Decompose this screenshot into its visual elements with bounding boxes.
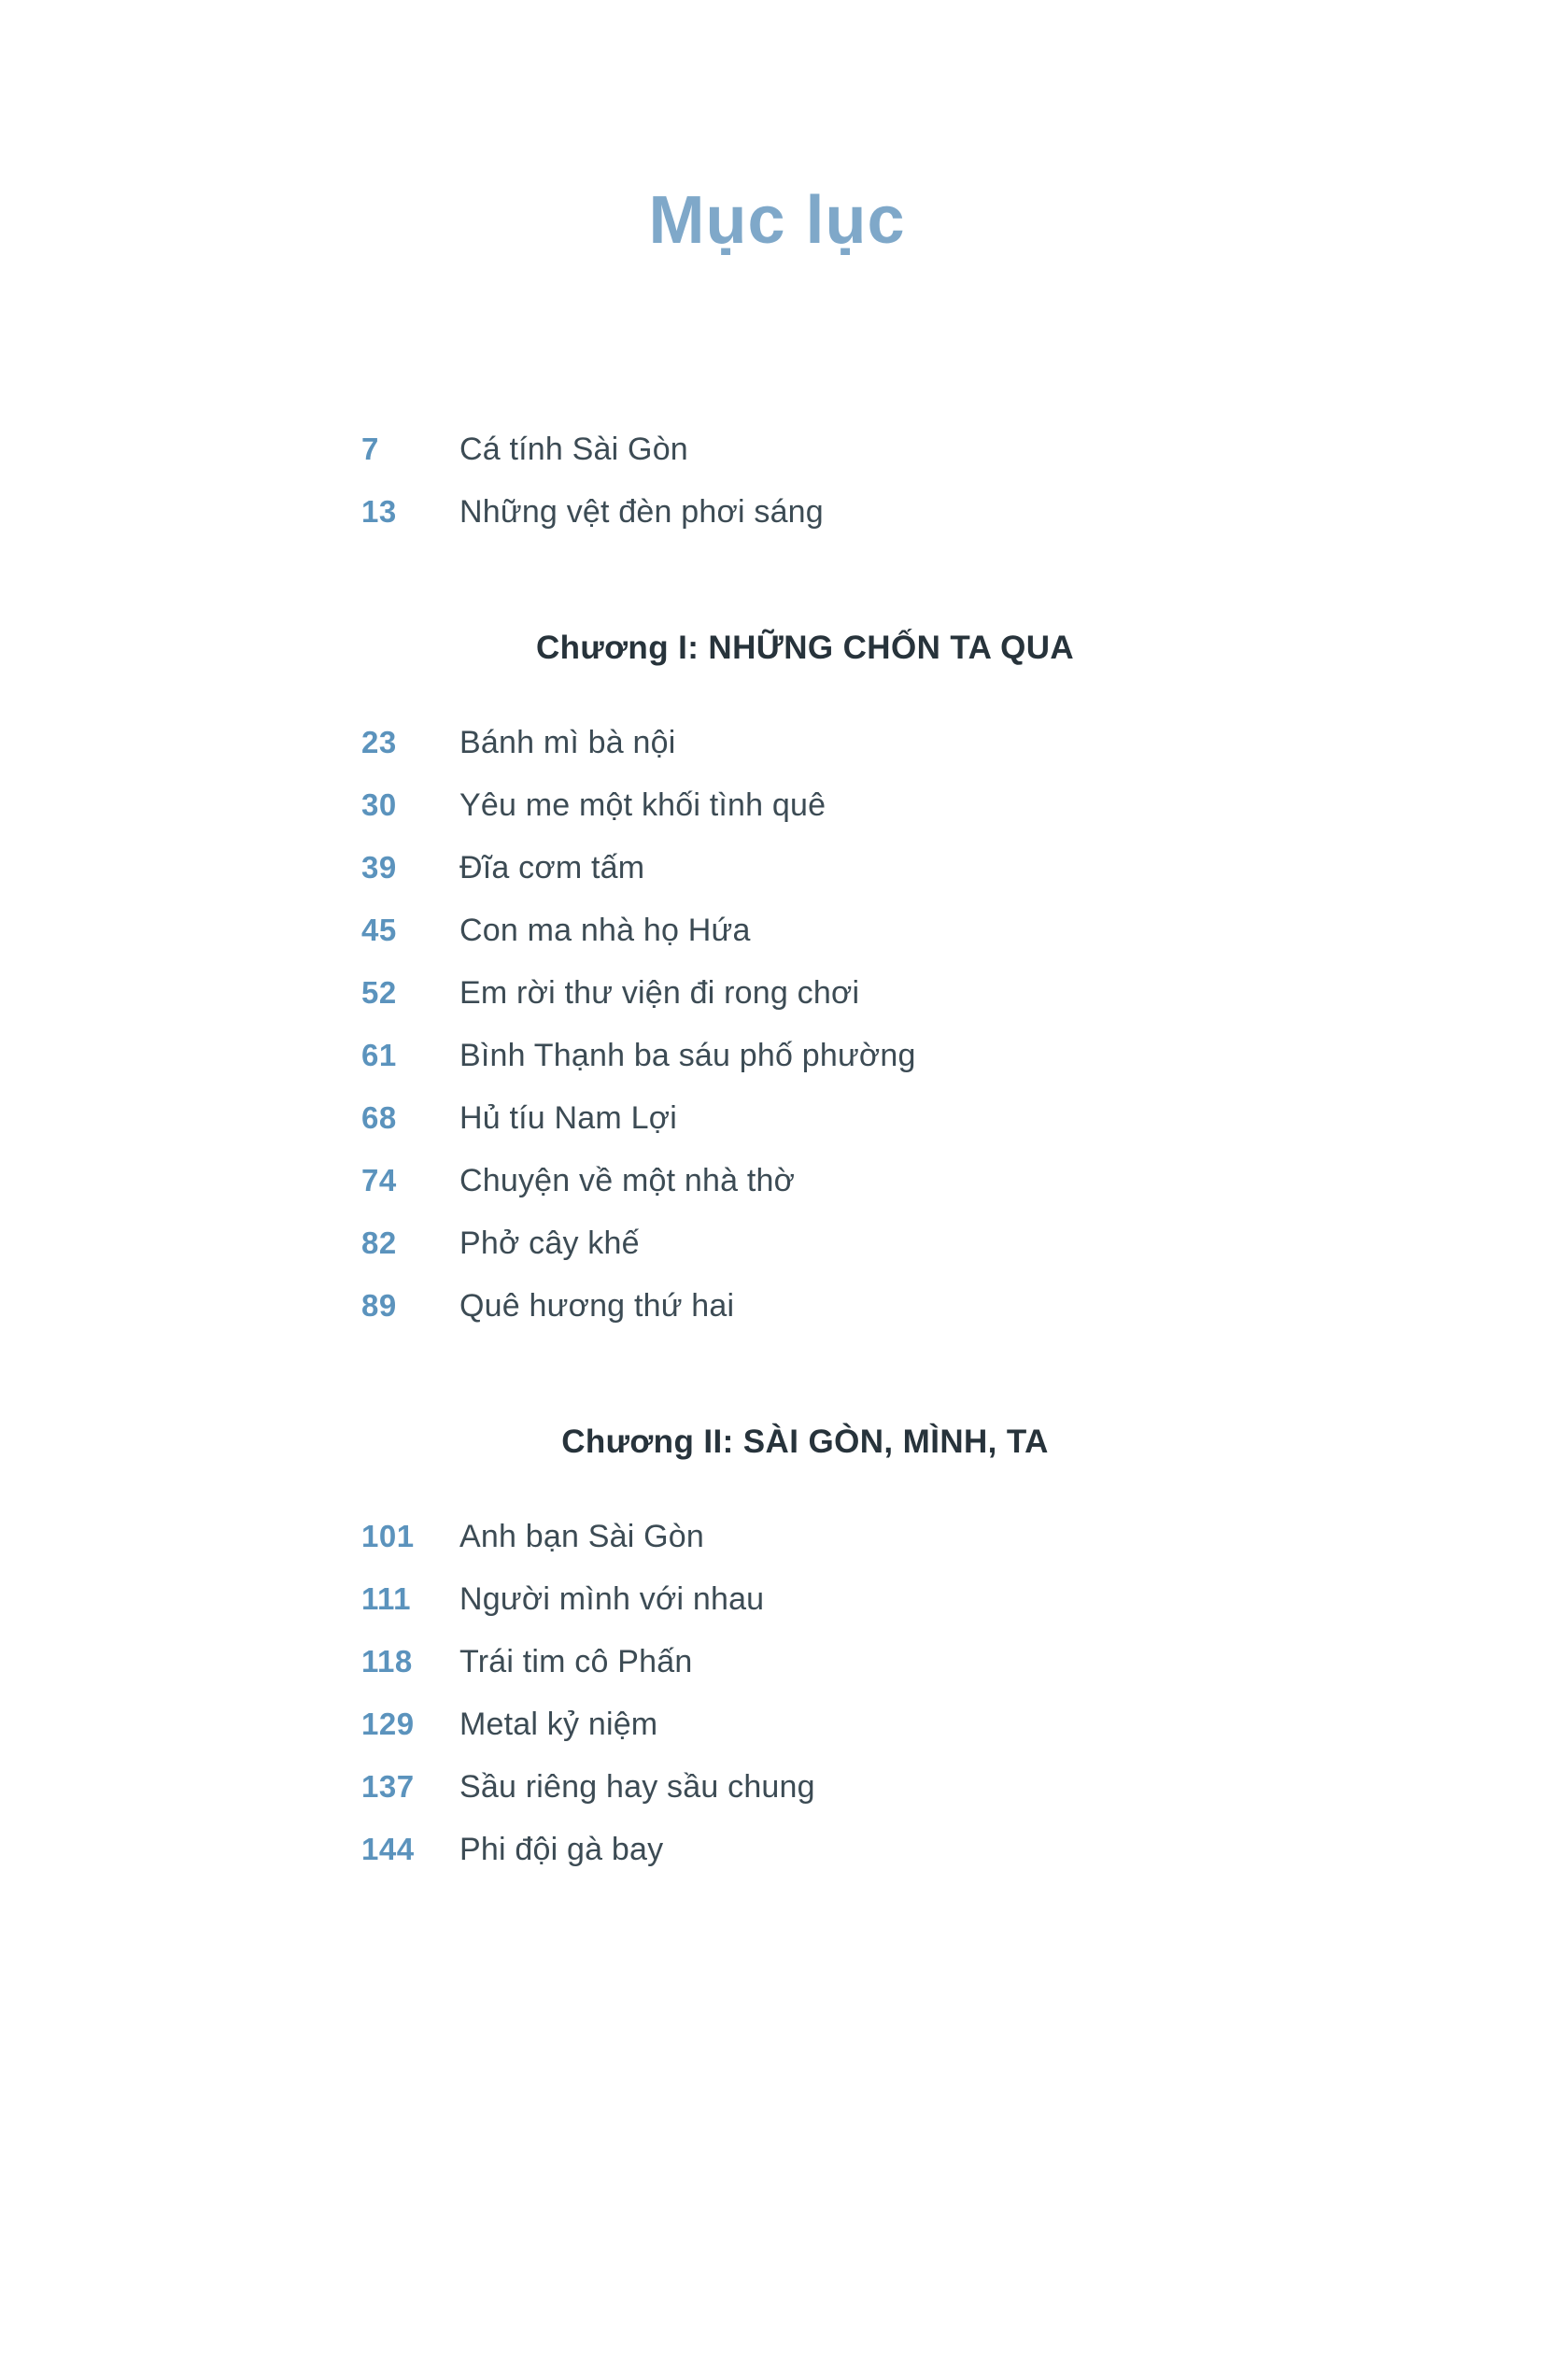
toc-entry-page: 74 <box>361 1163 397 1197</box>
toc-entry[interactable] <box>310 1707 1244 1743</box>
chapter-heading-2: Chương II: SÀI GÒN, MÌNH, TA <box>561 1424 1049 1460</box>
toc-entry[interactable] <box>310 432 1244 468</box>
toc-entry-label: Phi đội gà bay <box>459 1832 664 1867</box>
toc-entry-label: Anh bạn Sài Gòn <box>459 1519 704 1554</box>
toc-entry-label: Sầu riêng hay sầu chung <box>459 1769 815 1805</box>
toc-entry-label: Bánh mì bà nội <box>459 725 676 760</box>
toc-list <box>310 254 1244 1868</box>
toc-entry[interactable] <box>310 1038 1244 1074</box>
toc-entry[interactable] <box>310 1519 1244 1555</box>
toc-entry-page: 45 <box>361 913 397 947</box>
toc-entry-page: 129 <box>361 1707 415 1741</box>
toc-entry-label: Con ma nhà họ Hứa <box>459 913 751 948</box>
toc-entry[interactable] <box>310 1832 1244 1868</box>
toc-entry-label: Cá tính Sài Gòn <box>459 432 688 467</box>
spacer <box>310 1461 1244 1519</box>
toc-entry[interactable] <box>310 850 1244 886</box>
toc-entry-label: Hủ tíu Nam Lợi <box>459 1100 677 1136</box>
toc-entry-page: 7 <box>361 432 379 466</box>
toc-entry-label: Trái tim cô Phấn <box>459 1644 693 1679</box>
toc-entry[interactable] <box>310 1163 1244 1199</box>
toc-entry[interactable] <box>310 1100 1244 1137</box>
toc-entry-page: 144 <box>361 1832 415 1866</box>
toc-entry-page: 30 <box>361 787 397 822</box>
toc-entry-label: Em rời thư viện đi rong chơi <box>459 975 860 1011</box>
toc-entry[interactable] <box>310 975 1244 1012</box>
toc-entry[interactable] <box>310 1288 1244 1325</box>
spacer <box>310 1351 1244 1424</box>
toc-entry-label: Những vệt đèn phơi sáng <box>459 494 824 530</box>
toc-entry[interactable] <box>310 1769 1244 1806</box>
toc-entry-page: 137 <box>361 1769 415 1804</box>
toc-entry-label: Đĩa cơm tấm <box>459 850 645 885</box>
toc-entry-page: 39 <box>361 850 397 885</box>
toc-entry-label: Quê hương thứ hai <box>459 1288 735 1324</box>
toc-entry[interactable] <box>310 725 1244 761</box>
toc-entry-page: 61 <box>361 1038 397 1072</box>
toc-entry[interactable] <box>310 1644 1244 1680</box>
page-title: Mục lục <box>648 183 906 258</box>
toc-entry-page: 111 <box>361 1581 411 1616</box>
toc-entry-page: 68 <box>361 1100 397 1135</box>
toc-entry-page: 13 <box>361 494 397 529</box>
spacer <box>310 667 1244 725</box>
toc-entry-label: Yêu me một khối tình quê <box>459 787 826 823</box>
toc-entry[interactable] <box>310 787 1244 824</box>
toc-entry[interactable] <box>310 494 1244 531</box>
toc-entry[interactable] <box>310 913 1244 949</box>
toc-entry[interactable] <box>310 1225 1244 1262</box>
toc-entry-page: 101 <box>361 1519 415 1553</box>
toc-entry-page: 52 <box>361 975 397 1010</box>
chapter-heading-1: Chương I: NHỮNG CHỐN TA QUA <box>535 630 1075 666</box>
toc-entry-page: 82 <box>361 1225 397 1260</box>
toc-entry[interactable] <box>310 1581 1244 1618</box>
toc-entry-label: Metal kỷ niệm <box>459 1707 658 1742</box>
spacer <box>310 557 1244 630</box>
toc-entry-page: 23 <box>361 725 397 759</box>
toc-entry-page: 89 <box>361 1288 397 1323</box>
toc-entry-label: Phở cây khế <box>459 1225 640 1261</box>
toc-entry-label: Người mình với nhau <box>459 1581 765 1617</box>
toc-entry-label: Bình Thạnh ba sáu phố phường <box>459 1038 916 1073</box>
toc-entry-label: Chuyện về một nhà thờ <box>459 1163 796 1198</box>
spacer <box>310 422 1244 432</box>
toc-entry-page: 118 <box>361 1644 413 1679</box>
